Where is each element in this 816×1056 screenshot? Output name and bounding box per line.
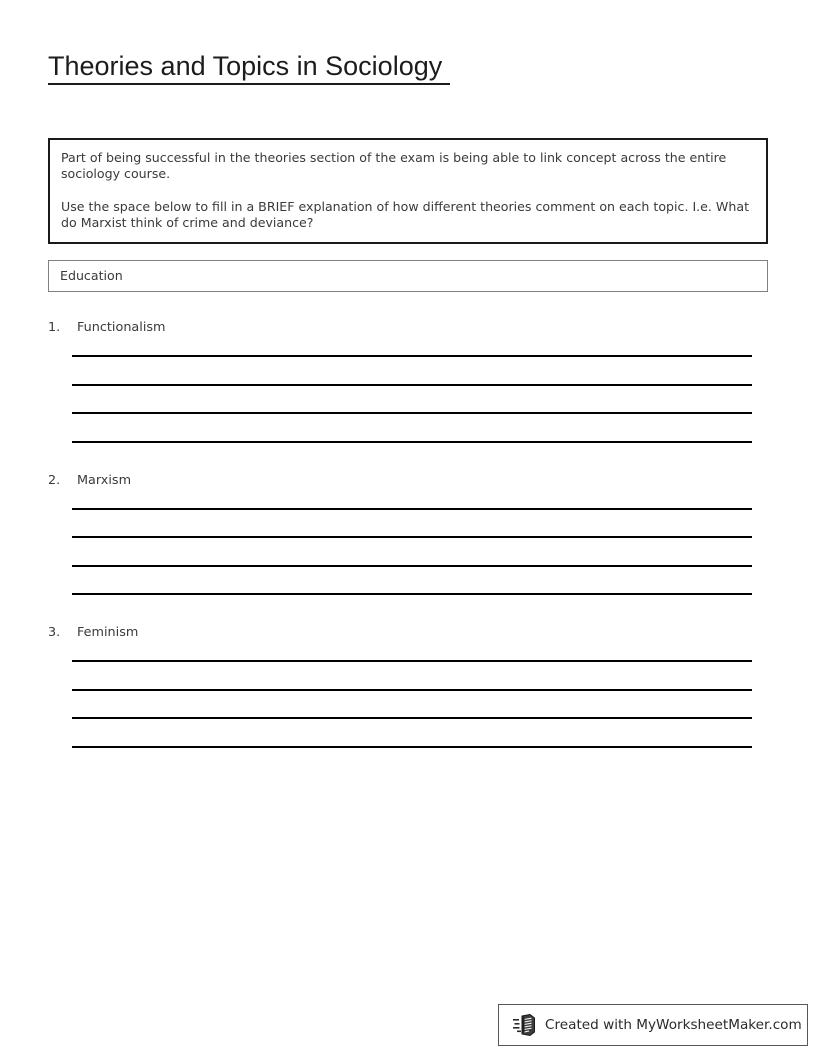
instruction-paragraph-2: Use the space below to fill in a BRIEF explanation of how different theories comment on each topic. I.e. What do Marxist think of crime and deviance?	[61, 199, 750, 230]
item-label: Functionalism	[77, 320, 166, 335]
badge-text: Created with MyWorksheetMaker.com	[545, 1017, 802, 1033]
answer-line[interactable]	[72, 689, 752, 691]
answer-line[interactable]	[72, 746, 752, 748]
answer-line[interactable]	[72, 384, 752, 386]
list-item	[0, 471, 816, 596]
item-number: 2.	[48, 472, 61, 488]
item-number: 1.	[48, 320, 61, 335]
answer-line[interactable]	[72, 441, 752, 443]
topic-field[interactable]	[48, 260, 768, 292]
item-label: Marxism	[77, 472, 132, 488]
item-number: 3.	[48, 625, 61, 640]
answer-line[interactable]	[72, 565, 752, 567]
answer-line[interactable]	[72, 593, 752, 595]
answer-line[interactable]	[72, 412, 752, 414]
answer-line[interactable]	[72, 660, 752, 662]
answer-lines[interactable]	[72, 495, 752, 596]
instruction-paragraph-1: Part of being successful in the theories section of the exam is being able to link concept across the entire sociology course.	[61, 150, 727, 181]
list-item	[0, 318, 816, 443]
page-title: Theories and Topics in Sociology	[48, 50, 450, 85]
answer-line[interactable]	[72, 717, 752, 719]
answer-lines[interactable]	[72, 647, 752, 748]
worksheet-maker-logo-icon	[513, 1014, 537, 1036]
item-label: Feminism	[77, 625, 139, 640]
answer-line[interactable]	[72, 508, 752, 510]
list-item	[0, 623, 816, 748]
theory-items-list	[0, 318, 816, 776]
created-with-badge[interactable]	[498, 1004, 808, 1046]
item-heading	[0, 318, 816, 342]
item-heading	[0, 471, 816, 495]
answer-line[interactable]	[72, 536, 752, 538]
answer-line[interactable]	[72, 355, 752, 357]
instructions-box	[48, 138, 768, 244]
item-heading	[0, 623, 816, 647]
answer-lines[interactable]	[72, 342, 752, 443]
topic-label: Education	[60, 268, 123, 283]
